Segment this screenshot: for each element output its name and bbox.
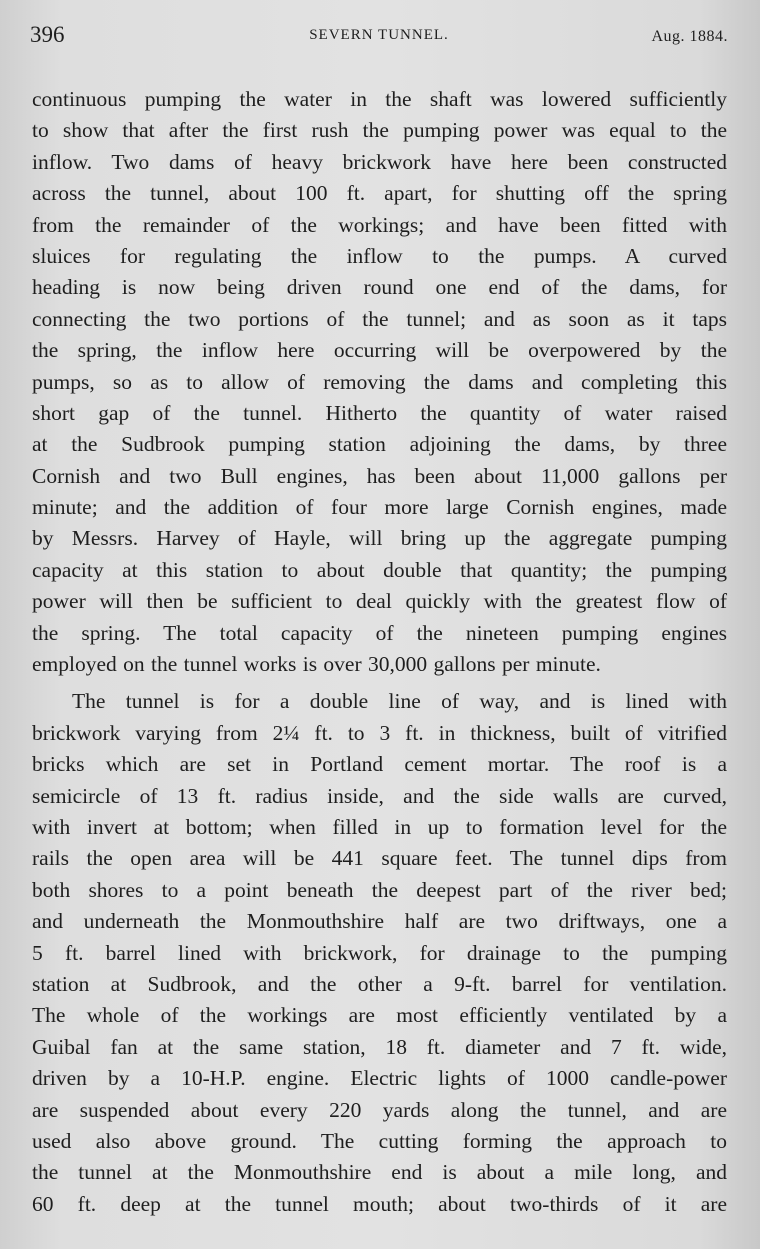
header-date: Aug. 1884. [651,28,728,45]
text-line: bricks which are set in Portland cement mortar. The roof is a [32,752,727,777]
text-line: with invert at bottom; when filled in up to formation level for the [32,814,727,839]
text-line: heading is now being driven round one end of the dams, for [32,275,727,300]
text-line: at the Sudbrook pumping station adjoining the dams, by three [32,432,727,457]
text-line: power will then be sufficient to deal quickly with the greatest flow of [32,589,727,614]
text-line: station at Sudbrook, and the other a 9-ft. barrel for ventilation. [32,971,727,996]
text-line: the tunnel at the Monmouthshire end is about a mile long, and [32,1160,727,1185]
page-body [32,84,727,1220]
text-line: are suspended about every 220 yards along the tunnel, and are [32,1097,727,1122]
text-line: sluices for regulating the inflow to the pumps. A curved [32,243,727,268]
text-line: connecting the two portions of the tunnel; and as soon as it taps [32,306,727,331]
text-line: The whole of the workings are most efficiently ventilated by a [32,1003,727,1028]
text-line: semicircle of 13 ft. radius inside, and the side walls are curved, [32,783,727,808]
paragraph [32,686,727,1220]
text-line: to show that after the first rush the pumping power was equal to the [32,118,727,143]
text-line: minute; and the addition of four more large Cornish engines, made [32,495,727,520]
text-line: capacity at this station to about double that quantity; the pumping [32,557,727,582]
text-line: driven by a 10-H.P. engine. Electric lights of 1000 candle-power [32,1066,727,1091]
page-header [30,22,728,52]
text-line: pumps, so as to allow of removing the dams and completing this [32,369,727,394]
text-line: Cornish and two Bull engines, has been about 11,000 gallons per [32,463,727,488]
text-line: by Messrs. Harvey of Hayle, will bring up the aggregate pumping [32,526,727,551]
text-line: the spring. The total capacity of the nineteen pumping engines [32,620,727,645]
text-line: brickwork varying from 2¼ ft. to 3 ft. in thickness, built of vitrified [32,720,727,745]
text-line: 5 ft. barrel lined with brickwork, for drainage to the pumping [32,940,727,965]
text-line: continuous pumping the water in the shaft was lowered sufficiently [32,87,727,111]
page-number: 396 [30,22,65,47]
text-line: used also above ground. The cutting forming the approach to [32,1128,727,1153]
text-line: The tunnel is for a double line of way, and is lined with [72,689,727,714]
text-line: short gap of the tunnel. Hitherto the quantity of water raised [32,400,727,425]
text-line: 60 ft. deep at the tunnel mouth; about two-thirds of it are [32,1191,727,1216]
text-line: both shores to a point beneath the deepest part of the river bed; [32,877,727,902]
text-line: rails the open area will be 441 square feet. The tunnel dips from [32,846,727,871]
paragraph [32,84,727,680]
text-line: Guibal fan at the same station, 18 ft. diameter and 7 ft. wide, [32,1034,727,1059]
text-line: the spring, the inflow here occurring will be overpowered by the [32,338,727,363]
text-line: from the remainder of the workings; and have been fitted with [32,212,727,237]
text-line: and underneath the Monmouthshire half are two driftways, one a [32,909,727,934]
running-title: SEVERN TUNNEL. [309,27,449,43]
text-line: inflow. Two dams of heavy brickwork have here been constructed [32,149,727,174]
text-line: across the tunnel, about 100 ft. apart, for shutting off the spring [32,181,727,206]
text-line: employed on the tunnel works is over 30,000 gallons per minute. [32,652,601,677]
